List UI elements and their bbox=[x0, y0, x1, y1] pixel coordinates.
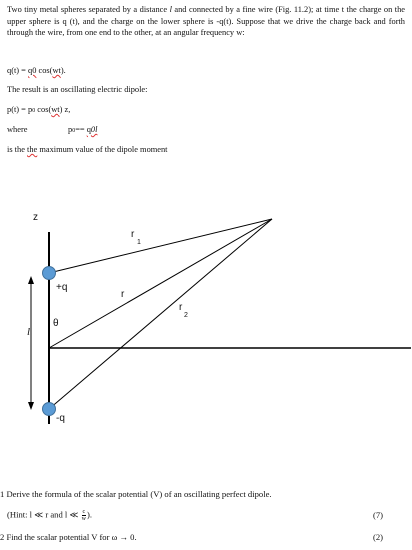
dipole-sentence: The result is an oscillating electric dipole: bbox=[7, 85, 148, 94]
equation-dipole: p(t) = p0 cos(wt) z, bbox=[7, 105, 71, 114]
question-2-points: (2) bbox=[373, 532, 384, 542]
length-arrow-head-top bbox=[28, 276, 34, 284]
question-1-hint: (Hint: l ≪ r and l ≪ $\frac{c}{w}$ ). bbox=[7, 509, 92, 522]
upper-sphere bbox=[43, 267, 56, 280]
question-1: 1 Derive the formula of the scalar potential (V) of an oscillating perfect dipole. bbox=[0, 489, 272, 499]
r-label: r bbox=[121, 289, 125, 300]
length-label: l bbox=[27, 326, 31, 338]
question-1-points: (7) bbox=[373, 510, 384, 520]
intro-text-b: and connected by a fine wire (Fig. 11.2); at time t the charge on the upper sphere is q (t), and the charge on the lower sphere is -q(t). Suppose that we drive the charge back and forth through the wire, from one end to the other, at an angular frequency w: bbox=[7, 5, 405, 38]
lower-sphere bbox=[43, 403, 56, 416]
intro-l: l bbox=[169, 5, 172, 14]
hint-fraction: $\frac{c}{w}$ bbox=[81, 509, 86, 522]
equation-charge: q(t) = q0 cos(wt). bbox=[7, 66, 66, 75]
r2-line bbox=[49, 219, 272, 409]
r1-line bbox=[49, 219, 272, 273]
r2-label: r bbox=[179, 302, 183, 313]
max-sentence: is the the maximum value of the dipole moment bbox=[7, 145, 168, 154]
p0-definition: p0== q0l bbox=[68, 125, 98, 134]
minus-q-label: -q bbox=[56, 413, 65, 424]
intro-text-a: Two tiny metal spheres separated by a distance bbox=[7, 5, 170, 14]
plus-q-label: +q bbox=[56, 282, 68, 293]
question-2: 2 Find the scalar potential V for ω → 0. bbox=[0, 532, 137, 542]
theta-label: θ bbox=[53, 318, 59, 329]
r-line bbox=[49, 219, 272, 348]
length-arrow-head-bottom bbox=[28, 402, 34, 410]
z-label: z bbox=[33, 212, 38, 223]
r2-subscript: 2 bbox=[184, 312, 188, 319]
r1-subscript: 1 bbox=[137, 239, 141, 246]
r1-label: r bbox=[131, 229, 135, 240]
where-label: where bbox=[7, 125, 28, 134]
